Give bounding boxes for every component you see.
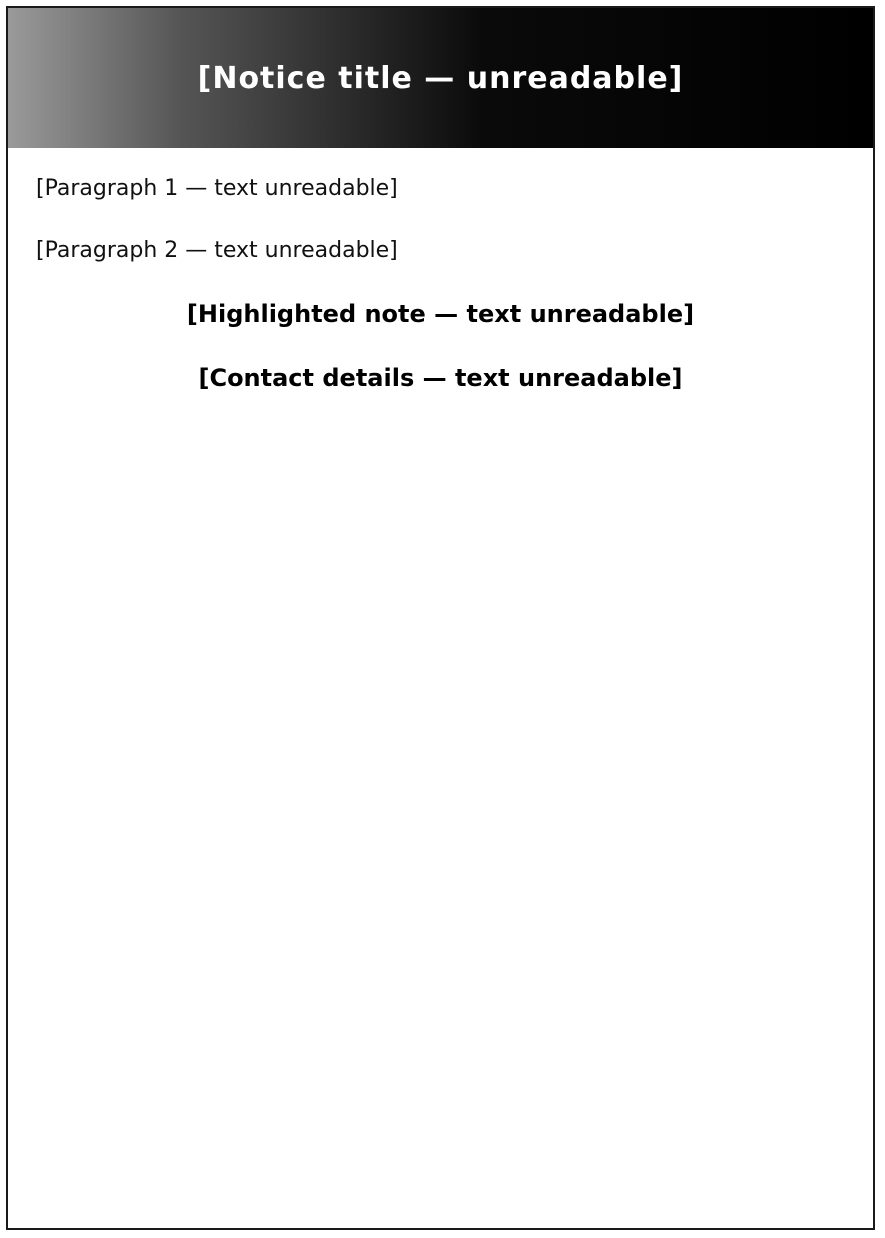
notice-paragraph: [Paragraph 2 — text unreadable]	[36, 238, 398, 263]
notice-highlight: [Highlighted note — text unreadable]	[186, 300, 695, 328]
notice-title: [Notice title — unreadable]	[197, 60, 684, 96]
notice-contact: [Contact details — text unreadable]	[198, 364, 683, 392]
notice-body	[36, 168, 845, 1208]
notice-frame	[6, 6, 875, 1230]
notice-header	[8, 8, 873, 148]
notice-paragraph: [Paragraph 1 — text unreadable]	[36, 176, 398, 201]
